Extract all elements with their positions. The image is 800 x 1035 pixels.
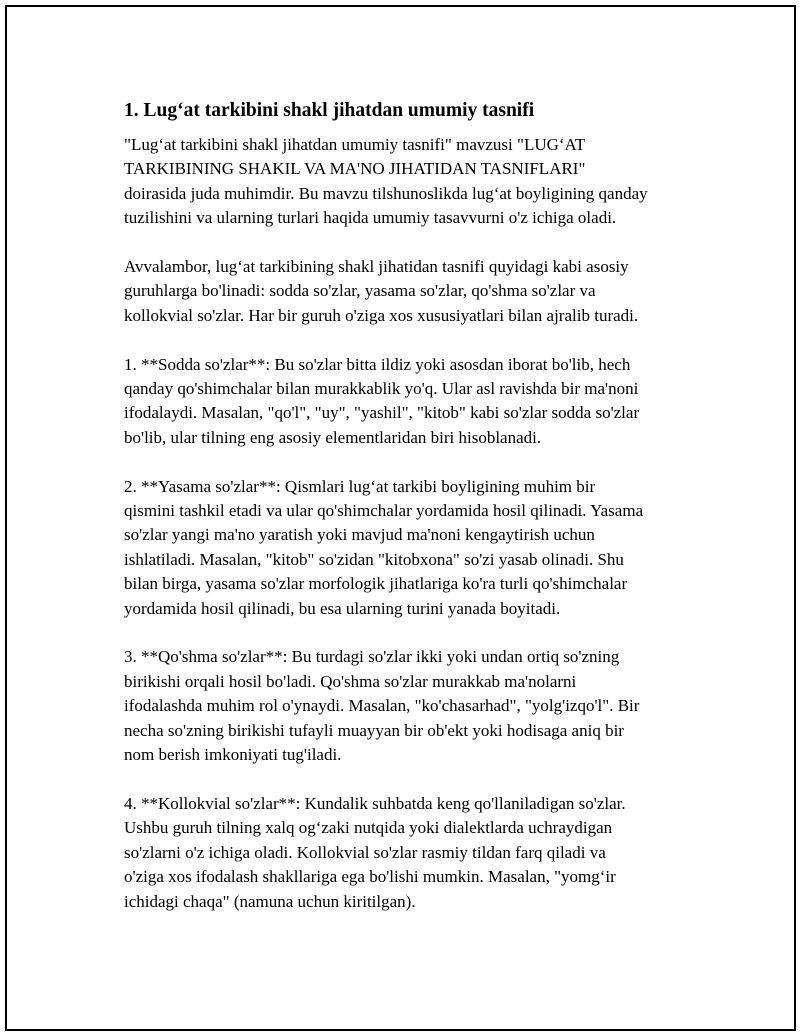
paragraph-intro	[124, 133, 699, 231]
text-line: ifodalashda muhim rol o'ynaydi. Masalan, "ko'chasarhad", "yolg'izqo'l". Bir	[124, 696, 640, 716]
text-line: so'zlar yangi ma'no yaratish yoki mavjud ma'noni kengaytirish uchun	[124, 525, 595, 545]
text-line: qismini tashkil etadi va ular qo'shimchalar yordamida hosil qilinadi. Yasama	[124, 501, 644, 521]
text-line: ifodalaydi. Masalan, "qo'l", "uy", "yashil", "kitob" kabi so'zlar sodda so'zlar	[124, 403, 640, 423]
text-line: ichidagi chaqa" (namuna uchun kiritilgan).	[124, 891, 416, 911]
paragraph-qoshma	[124, 645, 699, 767]
text-line: bo'lib, ular tilning eng asosiy elementlaridan biri hisoblanadi.	[124, 427, 542, 447]
text-line: 1. **Sodda so'zlar**: Bu so'zlar bitta ildiz yoki asosdan iborat bo'lib, hech	[124, 354, 631, 374]
text-line: qanday qo'shimchalar bilan murakkablik yo'q. Ular asl ravishda bir ma'noni	[124, 379, 639, 399]
text-line: nom berish imkoniyati tug'iladi.	[124, 745, 342, 765]
text-line: Avvalambor, lug‘at tarkibining shakl jihatidan tasnifi quyidagi kabi asosiy	[124, 257, 629, 277]
paragraph-overview	[124, 255, 699, 328]
text-line: "Lug‘at tarkibini shakl jihatdan umumiy tasnifi" mavzusi "LUG‘AT	[124, 135, 586, 154]
text-line: doirasida juda muhimdir. Bu mavzu tilshunoslikda lug‘at boyligining qanday	[124, 183, 648, 203]
paragraph-kollokvial	[124, 792, 699, 914]
text-line: tuzilishini va ularning turlari haqida umumiy tasavvurni o'z ichiga oladi.	[124, 208, 617, 228]
text-line: 2. **Yasama so'zlar**: Qismlari lug‘at tarkibi boyligining muhim bir	[124, 476, 596, 496]
text-line: kollokvial so'zlar. Har bir guruh o'ziga xos xususiyatlari bilan ajralib turadi.	[124, 305, 639, 325]
text-line: o'ziga xos ifodalash shakllariga ega bo'lishi mumkin. Masalan, "yomg‘ir	[124, 867, 616, 887]
paragraph-yasama	[124, 475, 699, 621]
text-line: bilan birga, yasama so'zlar morfologik jihatlariga ko'ra turli qo'shimchalar	[124, 574, 628, 594]
text-line: Ushbu guruh tilning xalq og‘zaki nutqida yoki dialektlarda uchraydigan	[124, 818, 613, 838]
document-body	[124, 99, 699, 938]
text-line: birikishi orqali hosil bo'ladi. Qo'shma so'zlar murakkab ma'nolarni	[124, 671, 577, 691]
text-line: ishlatiladi. Masalan, "kitob" so'zidan "kitobxona" so'zi yasab olinadi. Shu	[124, 549, 624, 569]
text-line: yordamida hosil qilinadi, bu esa ularning turini yanada boyitadi.	[124, 598, 561, 618]
text-line: guruhlarga bo'linadi: sodda so'zlar, yasama so'zlar, qo'shma so'zlar va	[124, 281, 596, 301]
text-line: 4. **Kollokvial so'zlar**: Kundalik suhbatda keng qo'llaniladigan so'zlar.	[124, 793, 626, 813]
page-title: 1. Lug‘at tarkibini shakl jihatdan umumiy tasnifi	[124, 100, 535, 121]
text-line: necha so'zning birikishi tufayli muayyan bir ob'ekt yoki hodisaga aniq bir	[124, 720, 624, 740]
text-line: so'zlarni o'z ichiga oladi. Kollokvial so'zlar rasmiy tildan farq qiladi va	[124, 842, 606, 862]
page-frame	[5, 5, 796, 1031]
text-line: TARKIBINING SHAKIL VA MA'NO JIHATIDAN TASNIFLARI"	[124, 159, 586, 179]
paragraph-sodda	[124, 353, 699, 451]
text-line: 3. **Qo'shma so'zlar**: Bu turdagi so'zlar ikki yoki undan ortiq so'zning	[124, 647, 620, 667]
